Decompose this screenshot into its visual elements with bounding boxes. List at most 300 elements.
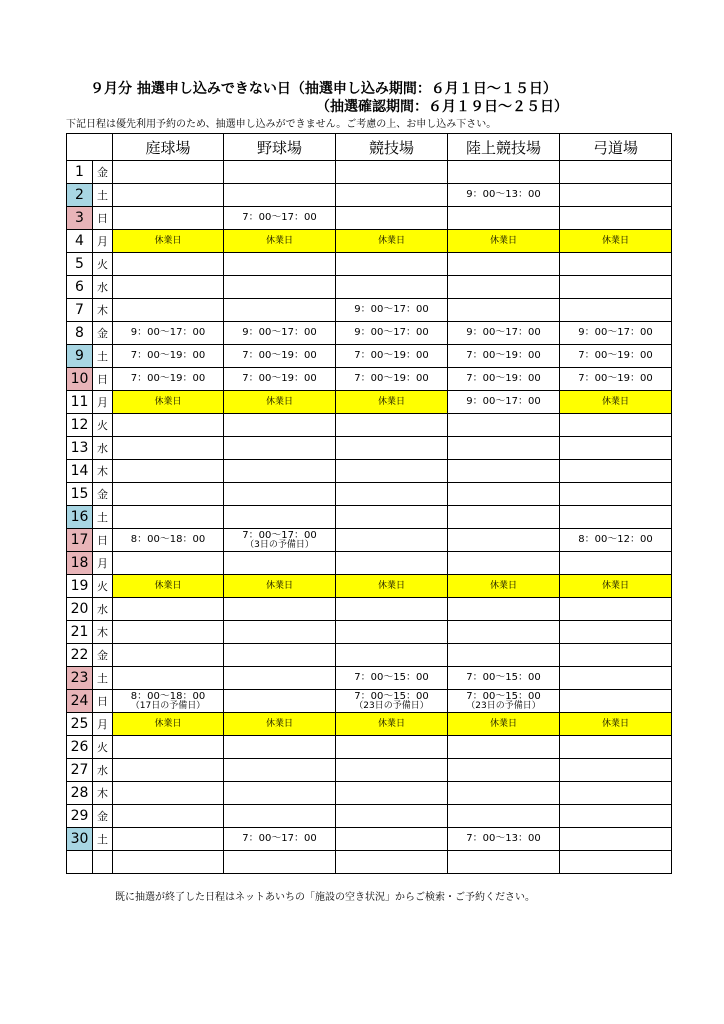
day-number: 3 [67, 207, 93, 230]
schedule-cell [113, 759, 224, 782]
table-row [67, 713, 672, 736]
closed-day-cell [113, 230, 224, 253]
schedule-cell [224, 529, 336, 552]
closed-day-cell [560, 713, 672, 736]
schedule-cell [224, 506, 336, 529]
schedule-cell [113, 598, 224, 621]
weekday: 土 [93, 345, 113, 368]
day-number: 15 [67, 483, 93, 506]
schedule-cell [113, 161, 224, 184]
cell-time: 7：00～15：00 [354, 672, 429, 683]
schedule-cell [113, 690, 224, 713]
schedule-cell [336, 690, 448, 713]
cell-time: 休業日 [377, 719, 405, 729]
header-corner [67, 134, 113, 161]
cell-time: 休業日 [377, 397, 405, 407]
day-number: 26 [67, 736, 93, 759]
schedule-cell [113, 805, 224, 828]
schedule-cell [560, 667, 672, 690]
cell-time: 7：00～19：00 [354, 373, 429, 384]
cell-reserve-note: （17日の予備日） [130, 700, 206, 711]
table-row [67, 621, 672, 644]
schedule-cell [113, 460, 224, 483]
cell-time: 休業日 [489, 719, 517, 729]
schedule-cell [560, 736, 672, 759]
schedule-cell [224, 782, 336, 805]
schedule-cell [224, 460, 336, 483]
schedule-cell [448, 690, 560, 713]
day-number: 21 [67, 621, 93, 644]
schedule-cell [448, 506, 560, 529]
cell-time: 休業日 [601, 581, 629, 591]
schedule-cell [224, 368, 336, 391]
cell-time: 7：00～15：00 [466, 672, 541, 683]
table-row [67, 644, 672, 667]
schedule-cell [560, 690, 672, 713]
weekday: 水 [93, 759, 113, 782]
table-row [67, 667, 672, 690]
closed-day-cell [336, 391, 448, 414]
cell-time: 7：00～13：00 [466, 833, 541, 844]
schedule-cell [336, 207, 448, 230]
cell-time: 9：00～17：00 [466, 327, 541, 338]
schedule-cell [336, 621, 448, 644]
schedule-table [66, 133, 672, 874]
cell-time: 7：00～19：00 [242, 350, 317, 361]
table-row [67, 690, 672, 713]
table-row [67, 851, 672, 874]
cell-time: 休業日 [601, 397, 629, 407]
table-row [67, 805, 672, 828]
cell-time: 7：00～15：00 [466, 690, 541, 702]
schedule-cell [113, 414, 224, 437]
weekday: 木 [93, 621, 113, 644]
header-archery-range: 弓道場 [560, 134, 672, 161]
cell-time: 7：00～19：00 [578, 350, 653, 361]
weekday: 金 [93, 322, 113, 345]
cell-time: 休業日 [377, 581, 405, 591]
weekday: 月 [93, 552, 113, 575]
cell-time: 9：00～13：00 [466, 189, 541, 200]
schedule-cell [113, 529, 224, 552]
schedule-cell [224, 690, 336, 713]
weekday: 日 [93, 690, 113, 713]
table-row [67, 368, 672, 391]
schedule-cell [336, 184, 448, 207]
day-number: 6 [67, 276, 93, 299]
schedule-cell [448, 552, 560, 575]
table-row [67, 736, 672, 759]
day-number: 23 [67, 667, 93, 690]
schedule-cell [336, 414, 448, 437]
schedule-cell [448, 759, 560, 782]
cell-time: 休業日 [489, 581, 517, 591]
cell-time: 7：00～19：00 [130, 350, 206, 361]
day-number: 13 [67, 437, 93, 460]
weekday: 土 [93, 506, 113, 529]
cell-reserve-note: （23日の予備日） [466, 700, 541, 711]
cell-time: 7：00～17：00 [242, 833, 317, 844]
schedule-cell [224, 184, 336, 207]
schedule-cell [448, 828, 560, 851]
schedule-cell [560, 851, 672, 874]
schedule-cell [224, 598, 336, 621]
weekday: 水 [93, 276, 113, 299]
weekday: 日 [93, 529, 113, 552]
header-tennis-court: 庭球場 [113, 134, 224, 161]
cell-time: 8：00～18：00 [130, 690, 206, 702]
schedule-cell [113, 506, 224, 529]
schedule-cell [113, 299, 224, 322]
closed-day-cell [336, 575, 448, 598]
day-number: 25 [67, 713, 93, 736]
schedule-cell [224, 644, 336, 667]
cell-reserve-note: （23日の予備日） [354, 700, 429, 711]
schedule-cell [336, 322, 448, 345]
closed-day-cell [560, 391, 672, 414]
cell-time: 9：00～17：00 [242, 327, 317, 338]
table-row [67, 161, 672, 184]
weekday: 木 [93, 782, 113, 805]
weekday: 土 [93, 184, 113, 207]
schedule-cell [224, 805, 336, 828]
cell-time: 休業日 [489, 236, 517, 246]
schedule-cell [336, 736, 448, 759]
cell-time: 休業日 [265, 397, 293, 407]
schedule-cell [113, 322, 224, 345]
schedule-cell [448, 851, 560, 874]
day-number: 28 [67, 782, 93, 805]
schedule-cell [560, 414, 672, 437]
table-row [67, 483, 672, 506]
schedule-cell [336, 161, 448, 184]
schedule-cell [224, 736, 336, 759]
schedule-cell [560, 322, 672, 345]
schedule-cell [336, 276, 448, 299]
schedule-cell [224, 414, 336, 437]
schedule-cell [224, 345, 336, 368]
closed-day-cell [448, 575, 560, 598]
schedule-cell [560, 483, 672, 506]
schedule-cell [336, 368, 448, 391]
weekday: 火 [93, 253, 113, 276]
weekday: 日 [93, 207, 113, 230]
closed-day-cell [448, 713, 560, 736]
schedule-cell [224, 851, 336, 874]
table-row [67, 345, 672, 368]
closed-day-cell [336, 713, 448, 736]
schedule-cell [448, 529, 560, 552]
weekday: 水 [93, 598, 113, 621]
day-number: 14 [67, 460, 93, 483]
closed-day-cell [113, 391, 224, 414]
cell-time: 7：00～15：00 [354, 690, 429, 702]
day-number: 8 [67, 322, 93, 345]
table-row [67, 759, 672, 782]
table-row [67, 506, 672, 529]
schedule-cell [448, 253, 560, 276]
table-row [67, 299, 672, 322]
schedule-cell [113, 437, 224, 460]
closed-day-cell [113, 575, 224, 598]
schedule-cell [224, 552, 336, 575]
closed-day-cell [448, 230, 560, 253]
schedule-cell [224, 276, 336, 299]
cell-time: 休業日 [154, 236, 182, 246]
schedule-cell [113, 483, 224, 506]
day-number: 2 [67, 184, 93, 207]
schedule-cell [336, 506, 448, 529]
weekday: 金 [93, 483, 113, 506]
schedule-cell [448, 598, 560, 621]
day-number: 27 [67, 759, 93, 782]
schedule-cell [448, 644, 560, 667]
cell-time: 9：00～17：00 [354, 304, 429, 315]
schedule-cell [560, 644, 672, 667]
schedule-cell [448, 782, 560, 805]
day-number: 18 [67, 552, 93, 575]
day-number: 22 [67, 644, 93, 667]
cell-time: 7：00～19：00 [354, 350, 429, 361]
cell-time: 7：00～19：00 [466, 350, 541, 361]
closed-day-cell [224, 575, 336, 598]
schedule-cell [560, 207, 672, 230]
table-row [67, 230, 672, 253]
schedule-cell [113, 782, 224, 805]
schedule-cell [113, 667, 224, 690]
schedule-cell [224, 161, 336, 184]
schedule-cell [560, 782, 672, 805]
table-row [67, 575, 672, 598]
weekday: 金 [93, 805, 113, 828]
header-stadium: 競技場 [336, 134, 448, 161]
schedule-cell [336, 253, 448, 276]
schedule-cell [448, 805, 560, 828]
schedule-cell [560, 184, 672, 207]
cell-time: 休業日 [154, 397, 182, 407]
table-header-row [67, 134, 672, 161]
schedule-cell [113, 644, 224, 667]
table-row [67, 253, 672, 276]
schedule-cell [224, 483, 336, 506]
cell-time: 7：00～19：00 [242, 373, 317, 384]
schedule-cell [448, 207, 560, 230]
schedule-body [67, 161, 672, 874]
day-number: 20 [67, 598, 93, 621]
header-baseball-field: 野球場 [224, 134, 336, 161]
closed-day-cell [560, 230, 672, 253]
closed-day-cell [224, 713, 336, 736]
day-number: 11 [67, 391, 93, 414]
schedule-cell [336, 782, 448, 805]
schedule-cell [224, 437, 336, 460]
table-row [67, 460, 672, 483]
schedule-cell [448, 414, 560, 437]
weekday: 日 [93, 368, 113, 391]
schedule-cell [560, 368, 672, 391]
cell-time: 8：00～12：00 [578, 534, 653, 545]
closed-day-cell [224, 230, 336, 253]
schedule-cell [336, 644, 448, 667]
day-number: 4 [67, 230, 93, 253]
table-row [67, 414, 672, 437]
schedule-cell [224, 667, 336, 690]
day-number: 30 [67, 828, 93, 851]
schedule-cell [560, 345, 672, 368]
schedule-cell [224, 759, 336, 782]
schedule-cell [448, 391, 560, 414]
schedule-cell [113, 368, 224, 391]
schedule-cell [560, 460, 672, 483]
day-number: 10 [67, 368, 93, 391]
schedule-cell [113, 207, 224, 230]
closed-day-cell [336, 230, 448, 253]
header-athletics-stadium: 陸上競技場 [448, 134, 560, 161]
table-row [67, 782, 672, 805]
cell-time: 9：00～17：00 [466, 396, 541, 407]
schedule-cell [560, 759, 672, 782]
schedule-cell [560, 299, 672, 322]
weekday: 月 [93, 713, 113, 736]
schedule-cell [336, 437, 448, 460]
schedule-cell [224, 299, 336, 322]
schedule-cell [448, 667, 560, 690]
schedule-cell [336, 851, 448, 874]
schedule-cell [224, 322, 336, 345]
schedule-cell [336, 667, 448, 690]
table-row [67, 322, 672, 345]
schedule-cell [448, 460, 560, 483]
weekday: 火 [93, 736, 113, 759]
schedule-cell [448, 299, 560, 322]
schedule-cell [560, 598, 672, 621]
schedule-cell [560, 529, 672, 552]
day-number: 29 [67, 805, 93, 828]
weekday: 金 [93, 161, 113, 184]
weekday: 金 [93, 644, 113, 667]
schedule-cell [560, 621, 672, 644]
closed-day-cell [560, 575, 672, 598]
schedule-cell [448, 184, 560, 207]
weekday [93, 851, 113, 874]
title-confirmation-period: （抽選確認期間：６月１９日～２５日） [316, 99, 568, 115]
weekday: 月 [93, 230, 113, 253]
day-number: 12 [67, 414, 93, 437]
weekday: 水 [93, 437, 113, 460]
weekday: 月 [93, 391, 113, 414]
schedule-cell [448, 368, 560, 391]
footer-note: 既に抽選が終了した日程はネットあいちの「施設の空き状況」からご検索・ご予約ください。 [115, 892, 535, 903]
schedule-cell [560, 805, 672, 828]
schedule-cell [224, 207, 336, 230]
schedule-cell [113, 184, 224, 207]
schedule-cell [336, 759, 448, 782]
schedule-cell [113, 851, 224, 874]
schedule-cell [336, 460, 448, 483]
weekday: 火 [93, 414, 113, 437]
schedule-cell [336, 529, 448, 552]
schedule-cell [113, 276, 224, 299]
schedule-cell [224, 621, 336, 644]
table-row [67, 207, 672, 230]
day-number: 16 [67, 506, 93, 529]
cell-time: 休業日 [601, 719, 629, 729]
weekday: 土 [93, 828, 113, 851]
schedule-cell [336, 598, 448, 621]
table-row [67, 437, 672, 460]
cell-time: 休業日 [154, 719, 182, 729]
schedule-cell [448, 345, 560, 368]
schedule-cell [448, 483, 560, 506]
table-row [67, 552, 672, 575]
schedule-cell [448, 437, 560, 460]
day-number [67, 851, 93, 874]
cell-time: 7：00～19：00 [130, 373, 206, 384]
cell-time: 休業日 [601, 236, 629, 246]
schedule-cell [113, 253, 224, 276]
schedule-cell [560, 276, 672, 299]
table-row [67, 529, 672, 552]
day-number: 9 [67, 345, 93, 368]
schedule-cell [560, 552, 672, 575]
schedule-cell [113, 736, 224, 759]
table-row [67, 598, 672, 621]
weekday: 火 [93, 575, 113, 598]
weekday: 木 [93, 460, 113, 483]
cell-time: 9：00～17：00 [354, 327, 429, 338]
table-row [67, 391, 672, 414]
schedule-cell [336, 805, 448, 828]
cell-time: 7：00～19：00 [578, 373, 653, 384]
closed-day-cell [224, 391, 336, 414]
cell-time: 7：00～17：00 [242, 529, 317, 541]
schedule-cell [336, 345, 448, 368]
day-number: 19 [67, 575, 93, 598]
cell-time: 8：00～18：00 [130, 534, 206, 545]
schedule-cell [113, 345, 224, 368]
cell-reserve-note: （3日の予備日） [245, 539, 314, 550]
schedule-cell [448, 322, 560, 345]
schedule-cell [448, 161, 560, 184]
day-number: 17 [67, 529, 93, 552]
cell-time: 休業日 [265, 719, 293, 729]
schedule-cell [560, 253, 672, 276]
weekday: 木 [93, 299, 113, 322]
cell-time: 9：00～17：00 [578, 327, 653, 338]
day-number: 24 [67, 690, 93, 713]
cell-time: 休業日 [154, 581, 182, 591]
schedule-cell [448, 621, 560, 644]
schedule-cell [224, 828, 336, 851]
schedule-cell [560, 161, 672, 184]
day-number: 1 [67, 161, 93, 184]
cell-time: 7：00～17：00 [242, 212, 317, 223]
schedule-cell [113, 552, 224, 575]
table-row [67, 828, 672, 851]
schedule-cell [560, 506, 672, 529]
title-application-period: ９月分 抽選申し込みできない日（抽選申し込み期間：６月１日～１５日） [90, 81, 557, 97]
cell-time: 休業日 [265, 581, 293, 591]
schedule-cell [336, 299, 448, 322]
schedule-cell [336, 483, 448, 506]
schedule-cell [448, 736, 560, 759]
cell-time: 休業日 [265, 236, 293, 246]
schedule-cell [113, 621, 224, 644]
schedule-cell [113, 828, 224, 851]
closed-day-cell [113, 713, 224, 736]
day-number: 7 [67, 299, 93, 322]
priority-reservation-note: 下記日程は優先利用予約のため、抽選申し込みができません。ご考慮の上、お申し込み下さい。 [66, 119, 497, 130]
